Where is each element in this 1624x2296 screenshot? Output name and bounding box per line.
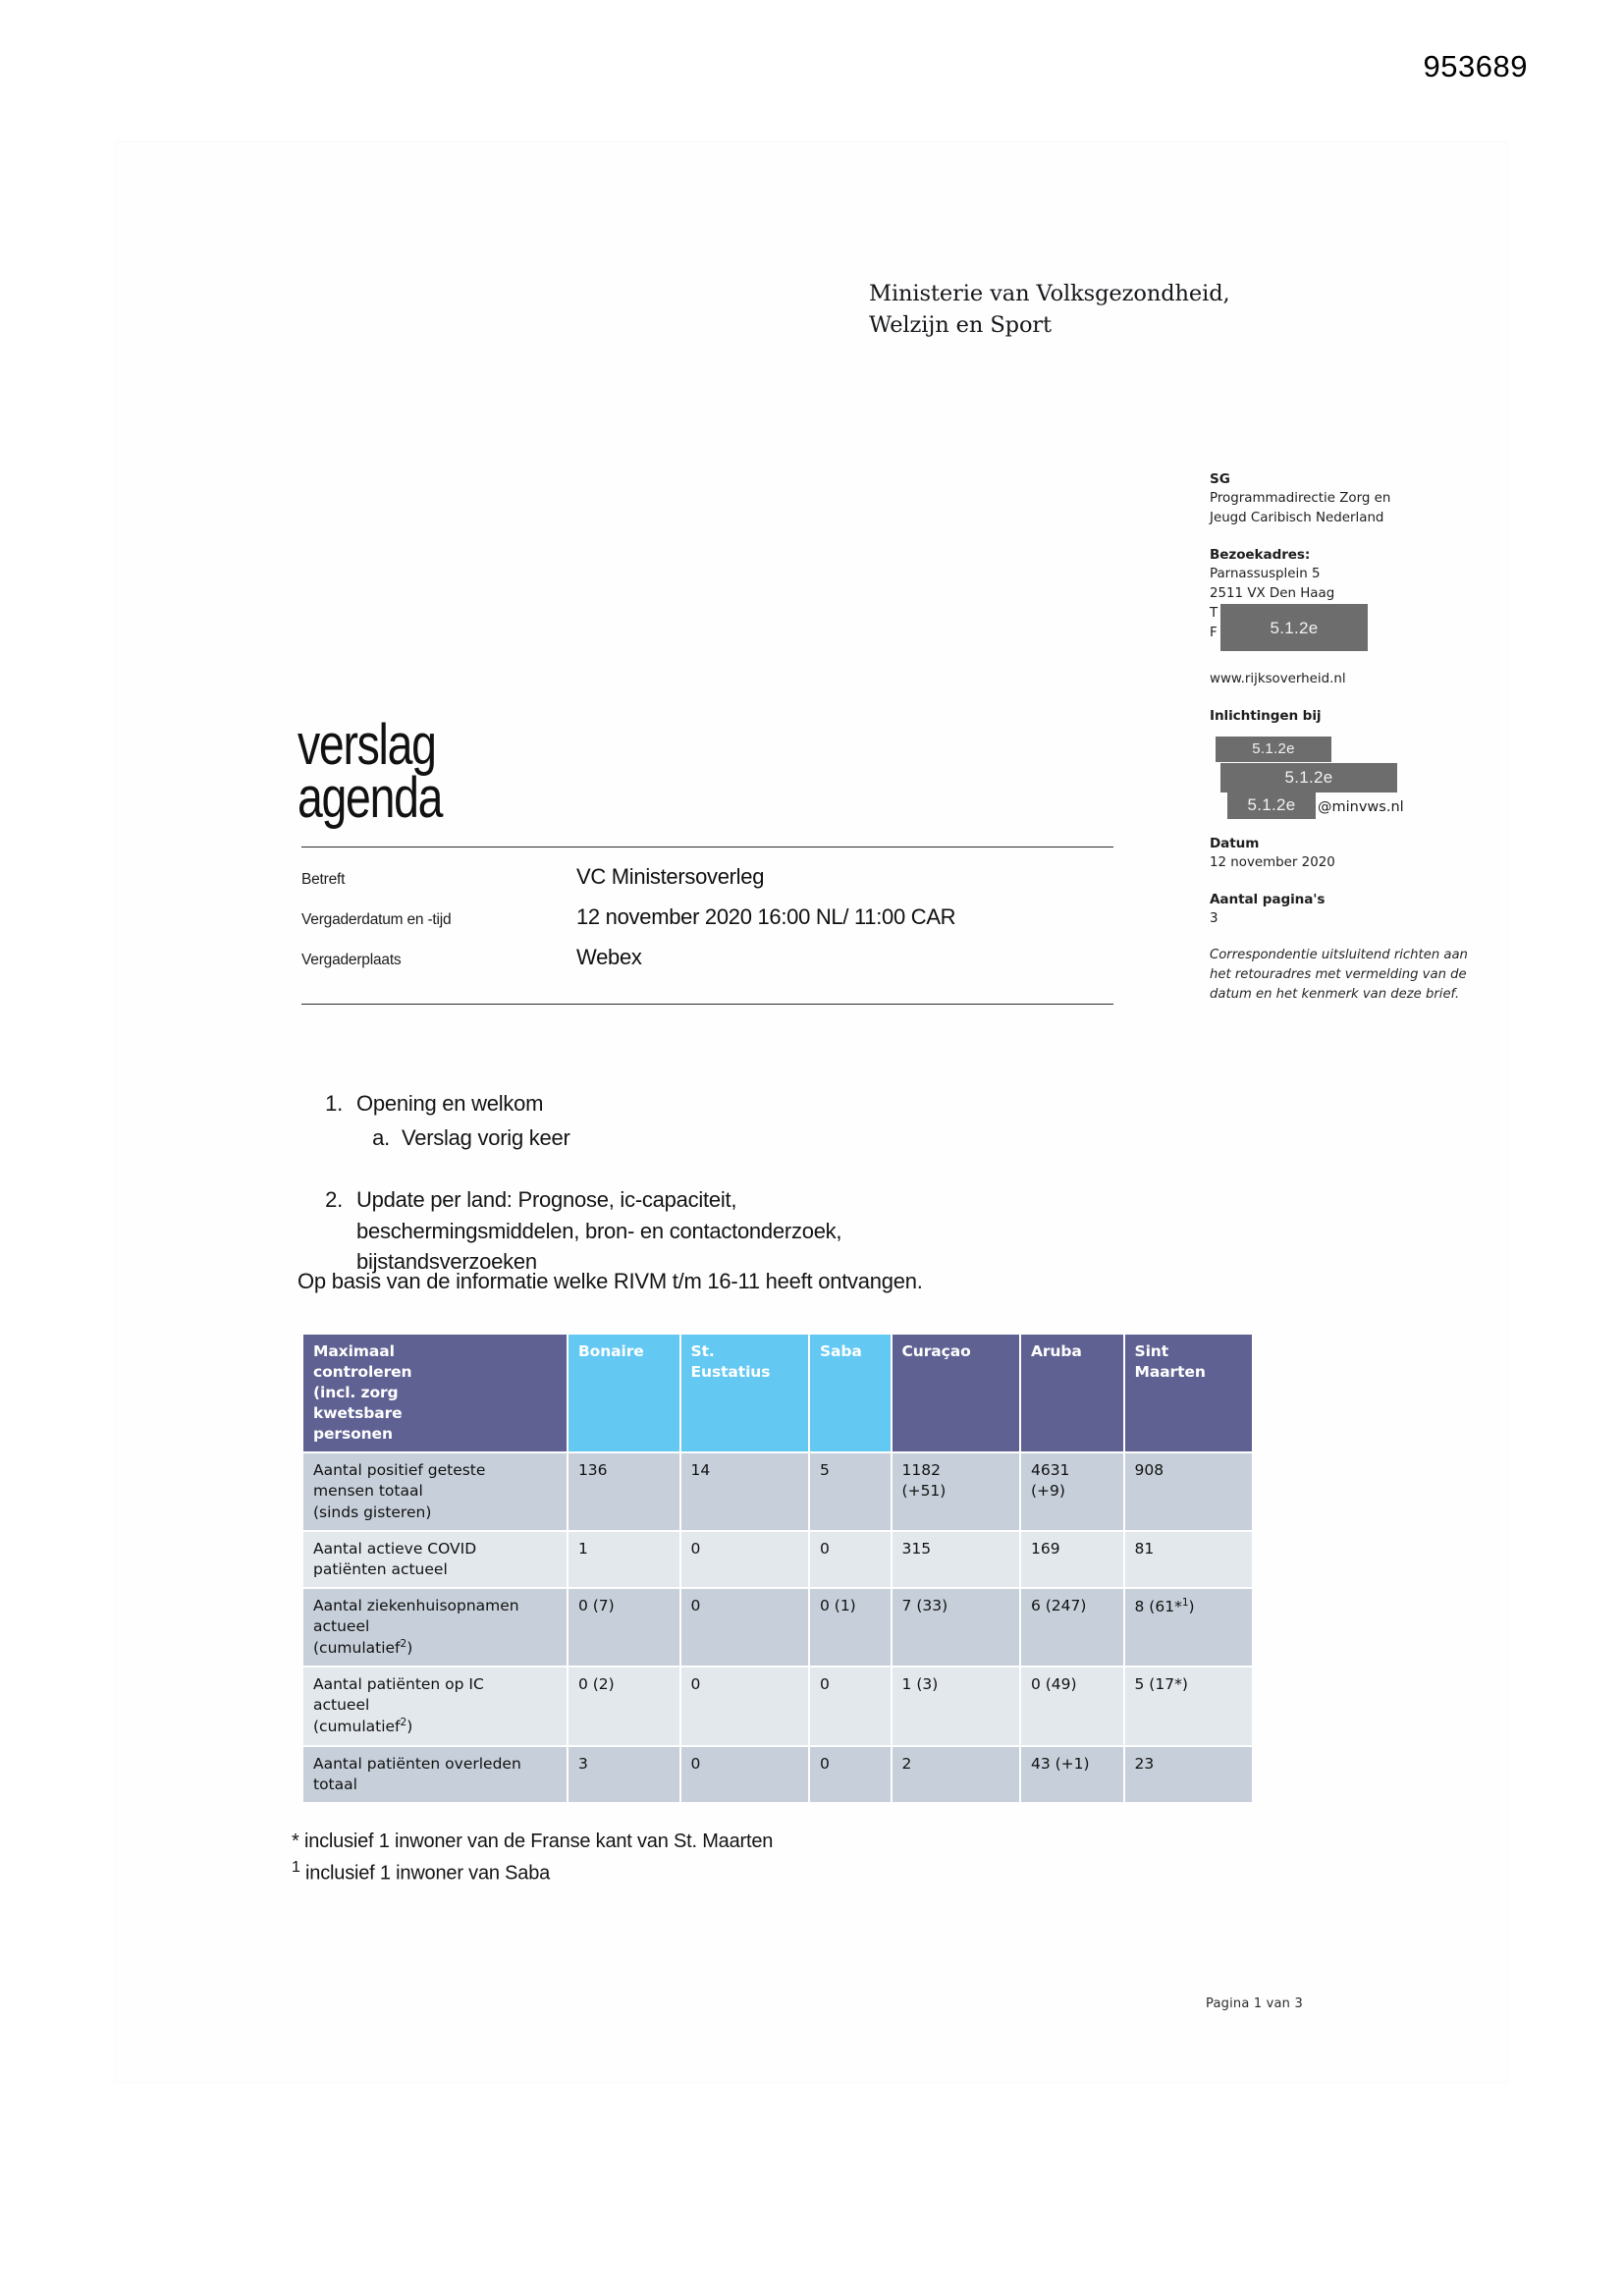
row4-label-line-3 [313,1716,558,1737]
ministry-masthead [869,279,1230,342]
table-row [303,1747,1252,1802]
table-row [303,1532,1252,1587]
information-contact-block [1210,706,1475,816]
covid-statistics-table [301,1333,1254,1804]
cell-r3-sint-maarten-value: 8 (61* [1134,1597,1182,1615]
phone-letter: T [1210,606,1218,622]
row-label-hospital-admissions [303,1589,567,1666]
redaction-contact-email: 5.1.2e [1227,792,1316,819]
table-row [303,1589,1252,1666]
redaction-contact-name: 5.1.2e [1216,737,1331,762]
agenda-item-1a-number: a. [372,1125,390,1151]
meeting-metadata [301,864,1116,985]
contact-redactions [1210,727,1475,817]
cell-r1-st-eustatius: 14 [681,1453,808,1529]
footnote-one [292,1856,773,1888]
cell-r4-st-eustatius: 0 [681,1667,808,1744]
organisation-block [1210,469,1475,528]
table-row [303,1453,1252,1529]
row1-label-line-1: Aantal positief geteste [313,1461,486,1480]
document-number: 953689 [1423,49,1528,83]
website-link[interactable]: www.rijksoverheid.nl [1210,672,1346,687]
page-title-line-2: agenda [298,765,443,830]
cell-r5-sint-maarten: 23 [1125,1747,1252,1802]
row2-label-line-1: Aantal actieve COVID [313,1539,477,1558]
column-header-curacao: Curaçao [893,1335,1019,1451]
footnote-one-text: inclusief 1 inwoner van Saba [299,1863,551,1886]
agenda-item-1 [301,1088,1146,1119]
meeting-subject-value: VC Ministersoverleg [576,864,765,889]
information-contact-label: Inlichtingen bij [1210,708,1322,725]
masthead-line-1: Ministerie van Volksgezondheid, [869,281,1230,306]
cell-r3-bonaire: 0 (7) [568,1589,679,1666]
organisation-line-2: Jeugd Caribisch Nederland [1210,511,1384,526]
table-header-row [303,1335,1252,1451]
column-header-measure [303,1335,567,1451]
page-count-label: Aantal pagina's [1210,891,1326,907]
agenda-item-2-text [356,1184,841,1277]
cell-r1-bonaire: 136 [568,1453,679,1529]
cell-r3-st-eustatius: 0 [681,1589,808,1666]
agenda-spacer [301,1153,1146,1184]
cell-r1-sint-maarten: 908 [1125,1453,1252,1529]
meta-sidebar [1210,469,1475,1005]
cell-r1-saba: 5 [810,1453,891,1529]
cell-r2-st-eustatius: 0 [681,1532,808,1587]
sint-maarten-line-1: Sint [1134,1342,1169,1360]
row3-label-line-1: Aantal ziekenhuisopnamen [313,1596,519,1614]
page-title [298,713,443,830]
measure-header-line-1: Maximaal [313,1342,395,1360]
table-footnotes [292,1827,773,1888]
masthead-line-2: Welzijn en Sport [869,311,1052,338]
row3-label-line-2: actueel [313,1616,370,1635]
agenda-item-2-line-3: bijstandsverzoeken [356,1248,537,1274]
column-header-bonaire: Bonaire [568,1335,679,1451]
cell-r5-aruba: 43 (+1) [1021,1747,1123,1802]
row4-label-line-1: Aantal patiënten op IC [313,1675,484,1694]
visiting-address-label: Bezoekadres: [1210,547,1311,564]
row4-cumulative-word: (cumulatief [313,1718,401,1736]
meeting-place-row [301,945,1116,970]
column-header-sint-maarten [1125,1335,1252,1451]
redaction-phone-block: 5.1.2e [1220,604,1368,651]
meeting-datetime-label: Vergaderdatum en -tijd [301,911,452,928]
st-eustatius-line-2: Eustatius [690,1363,771,1382]
cell-r5-st-eustatius: 0 [681,1747,808,1802]
meeting-datetime-value: 12 november 2020 16:00 NL/ 11:00 CAR [576,904,956,929]
meeting-datetime-row [301,904,1116,930]
measure-header-line-2: controleren [313,1363,412,1382]
cell-r1-curacao-delta: (+51) [901,1482,947,1501]
column-header-st-eustatius [681,1335,808,1451]
cell-r4-bonaire: 0 (2) [568,1667,679,1744]
cell-r3-sint-maarten-paren: ) [1188,1597,1195,1615]
organisation-label: SG [1210,471,1230,487]
organisation-line-1: Programmadirectie Zorg en [1210,491,1391,507]
row3-cumulative-superscript: 2 [400,1637,407,1650]
cell-r1-aruba [1021,1453,1123,1529]
measure-header-line-3: (incl. zorg [313,1384,399,1402]
cell-r1-aruba-total: 4631 [1030,1461,1070,1480]
row-label-icu-patients [303,1667,567,1744]
page-title-line-1: verslag [298,713,436,777]
agenda-item-2-line-2: beschermingsmiddelen, bron- en contactonderzoek, [356,1218,842,1243]
row-label-active-covid [303,1532,567,1587]
row4-cumulative-paren: ) [406,1718,413,1736]
cell-r2-saba: 0 [810,1532,891,1587]
cell-r1-aruba-delta: (+9) [1030,1482,1065,1501]
fax-letter: F [1210,626,1218,641]
intro-line: Op basis van de informatie welke RIVM t/m 16-11 heeft ontvangen. [298,1269,923,1293]
row3-label-line-3 [313,1637,558,1659]
row1-label-line-3: (sinds gisteren) [313,1503,432,1521]
agenda-item-1-number: 1. [325,1091,343,1116]
cell-r4-sint-maarten: 5 (17*) [1125,1667,1252,1744]
cell-r2-sint-maarten: 81 [1125,1532,1252,1587]
visiting-address-city: 2511 VX Den Haag [1210,586,1335,602]
cell-r5-curacao: 2 [893,1747,1019,1802]
footnote-asterisk-text: inclusief 1 inwoner van de Franse kant van St. Maarten [298,1831,774,1852]
footnote-one-mark: 1 [292,1859,300,1877]
sint-maarten-line-2: Maarten [1134,1363,1206,1382]
cell-r1-curacao [893,1453,1019,1529]
column-header-saba: Saba [810,1335,891,1451]
row-label-deceased [303,1747,567,1802]
meeting-place-value: Webex [576,945,642,969]
agenda-item-2-line-1: Update per land: Prognose, ic-capaciteit, [356,1187,737,1213]
measure-header-line-5: personen [313,1425,393,1444]
cell-r4-saba: 0 [810,1667,891,1744]
cell-r5-saba: 0 [810,1747,891,1802]
date-label: Datum [1210,835,1260,851]
date-value: 12 november 2020 [1210,854,1335,870]
cell-r1-curacao-total: 1182 [901,1461,941,1480]
agenda-item-1-text: Opening en welkom [356,1091,544,1116]
cell-r3-sint-maarten [1125,1589,1252,1666]
redaction-contact-role: 5.1.2e [1220,763,1397,793]
page-count-value: 3 [1210,911,1218,927]
footnote-asterisk [292,1827,773,1856]
email-domain: @minvws.nl [1318,798,1404,815]
cell-r5-bonaire: 3 [568,1747,679,1802]
row3-cumulative-word: (cumulatief [313,1639,401,1658]
row5-label-line-1: Aantal patiënten overleden [313,1754,521,1773]
st-eustatius-line-1: St. [690,1342,715,1360]
visiting-address-block [1210,545,1475,653]
row2-label-line-2: patiënten actueel [313,1559,448,1578]
column-header-aruba: Aruba [1021,1335,1123,1451]
phone-fax-block [1210,604,1475,653]
page-count-block [1210,890,1475,929]
correspondence-note: Correspondentie uitsluitend richten aan het retouradres met vermelding van de datum en het kenmerk van deze brief. [1210,948,1468,1003]
agenda-item-2-number: 2. [325,1187,343,1213]
cell-r3-saba: 0 (1) [810,1589,891,1666]
cell-r2-aruba: 169 [1021,1532,1123,1587]
row4-cumulative-superscript: 2 [400,1717,407,1729]
meta-rule-bottom [301,1004,1113,1005]
row1-label-line-2: mensen totaal [313,1482,423,1501]
meeting-subject-label: Betreft [301,871,346,888]
agenda-item-2 [301,1184,1146,1277]
cell-r3-aruba: 6 (247) [1021,1589,1123,1666]
meeting-place-label: Vergaderplaats [301,952,402,968]
cell-r4-curacao: 1 (3) [893,1667,1019,1744]
cell-r2-bonaire: 1 [568,1532,679,1587]
date-block [1210,834,1475,873]
agenda-item-1a-text: Verslag vorig keer [402,1125,570,1151]
website-block [1210,670,1475,689]
cell-r3-sint-maarten-superscript: 1 [1181,1596,1189,1609]
footnote-asterisk-mark: * [292,1831,299,1852]
agenda-item-1a [356,1122,1146,1153]
cell-r4-aruba: 0 (49) [1021,1667,1123,1744]
cell-r3-curacao: 7 (33) [893,1589,1019,1666]
row5-label-line-2: totaal [313,1775,357,1793]
phone-fax-letters [1210,604,1218,643]
row4-label-line-2: actueel [313,1696,370,1715]
visiting-address-street: Parnassusplein 5 [1210,567,1321,582]
agenda-list [301,1088,1146,1281]
meeting-subject-row [301,864,1116,890]
cell-r2-curacao: 315 [893,1532,1019,1587]
row-label-positive-tested [303,1453,567,1529]
table-row [303,1667,1252,1744]
row3-cumulative-paren: ) [406,1639,413,1658]
page-footer: Pagina 1 van 3 [1206,1996,1303,2011]
measure-header-line-4: kwetsbare [313,1404,403,1423]
